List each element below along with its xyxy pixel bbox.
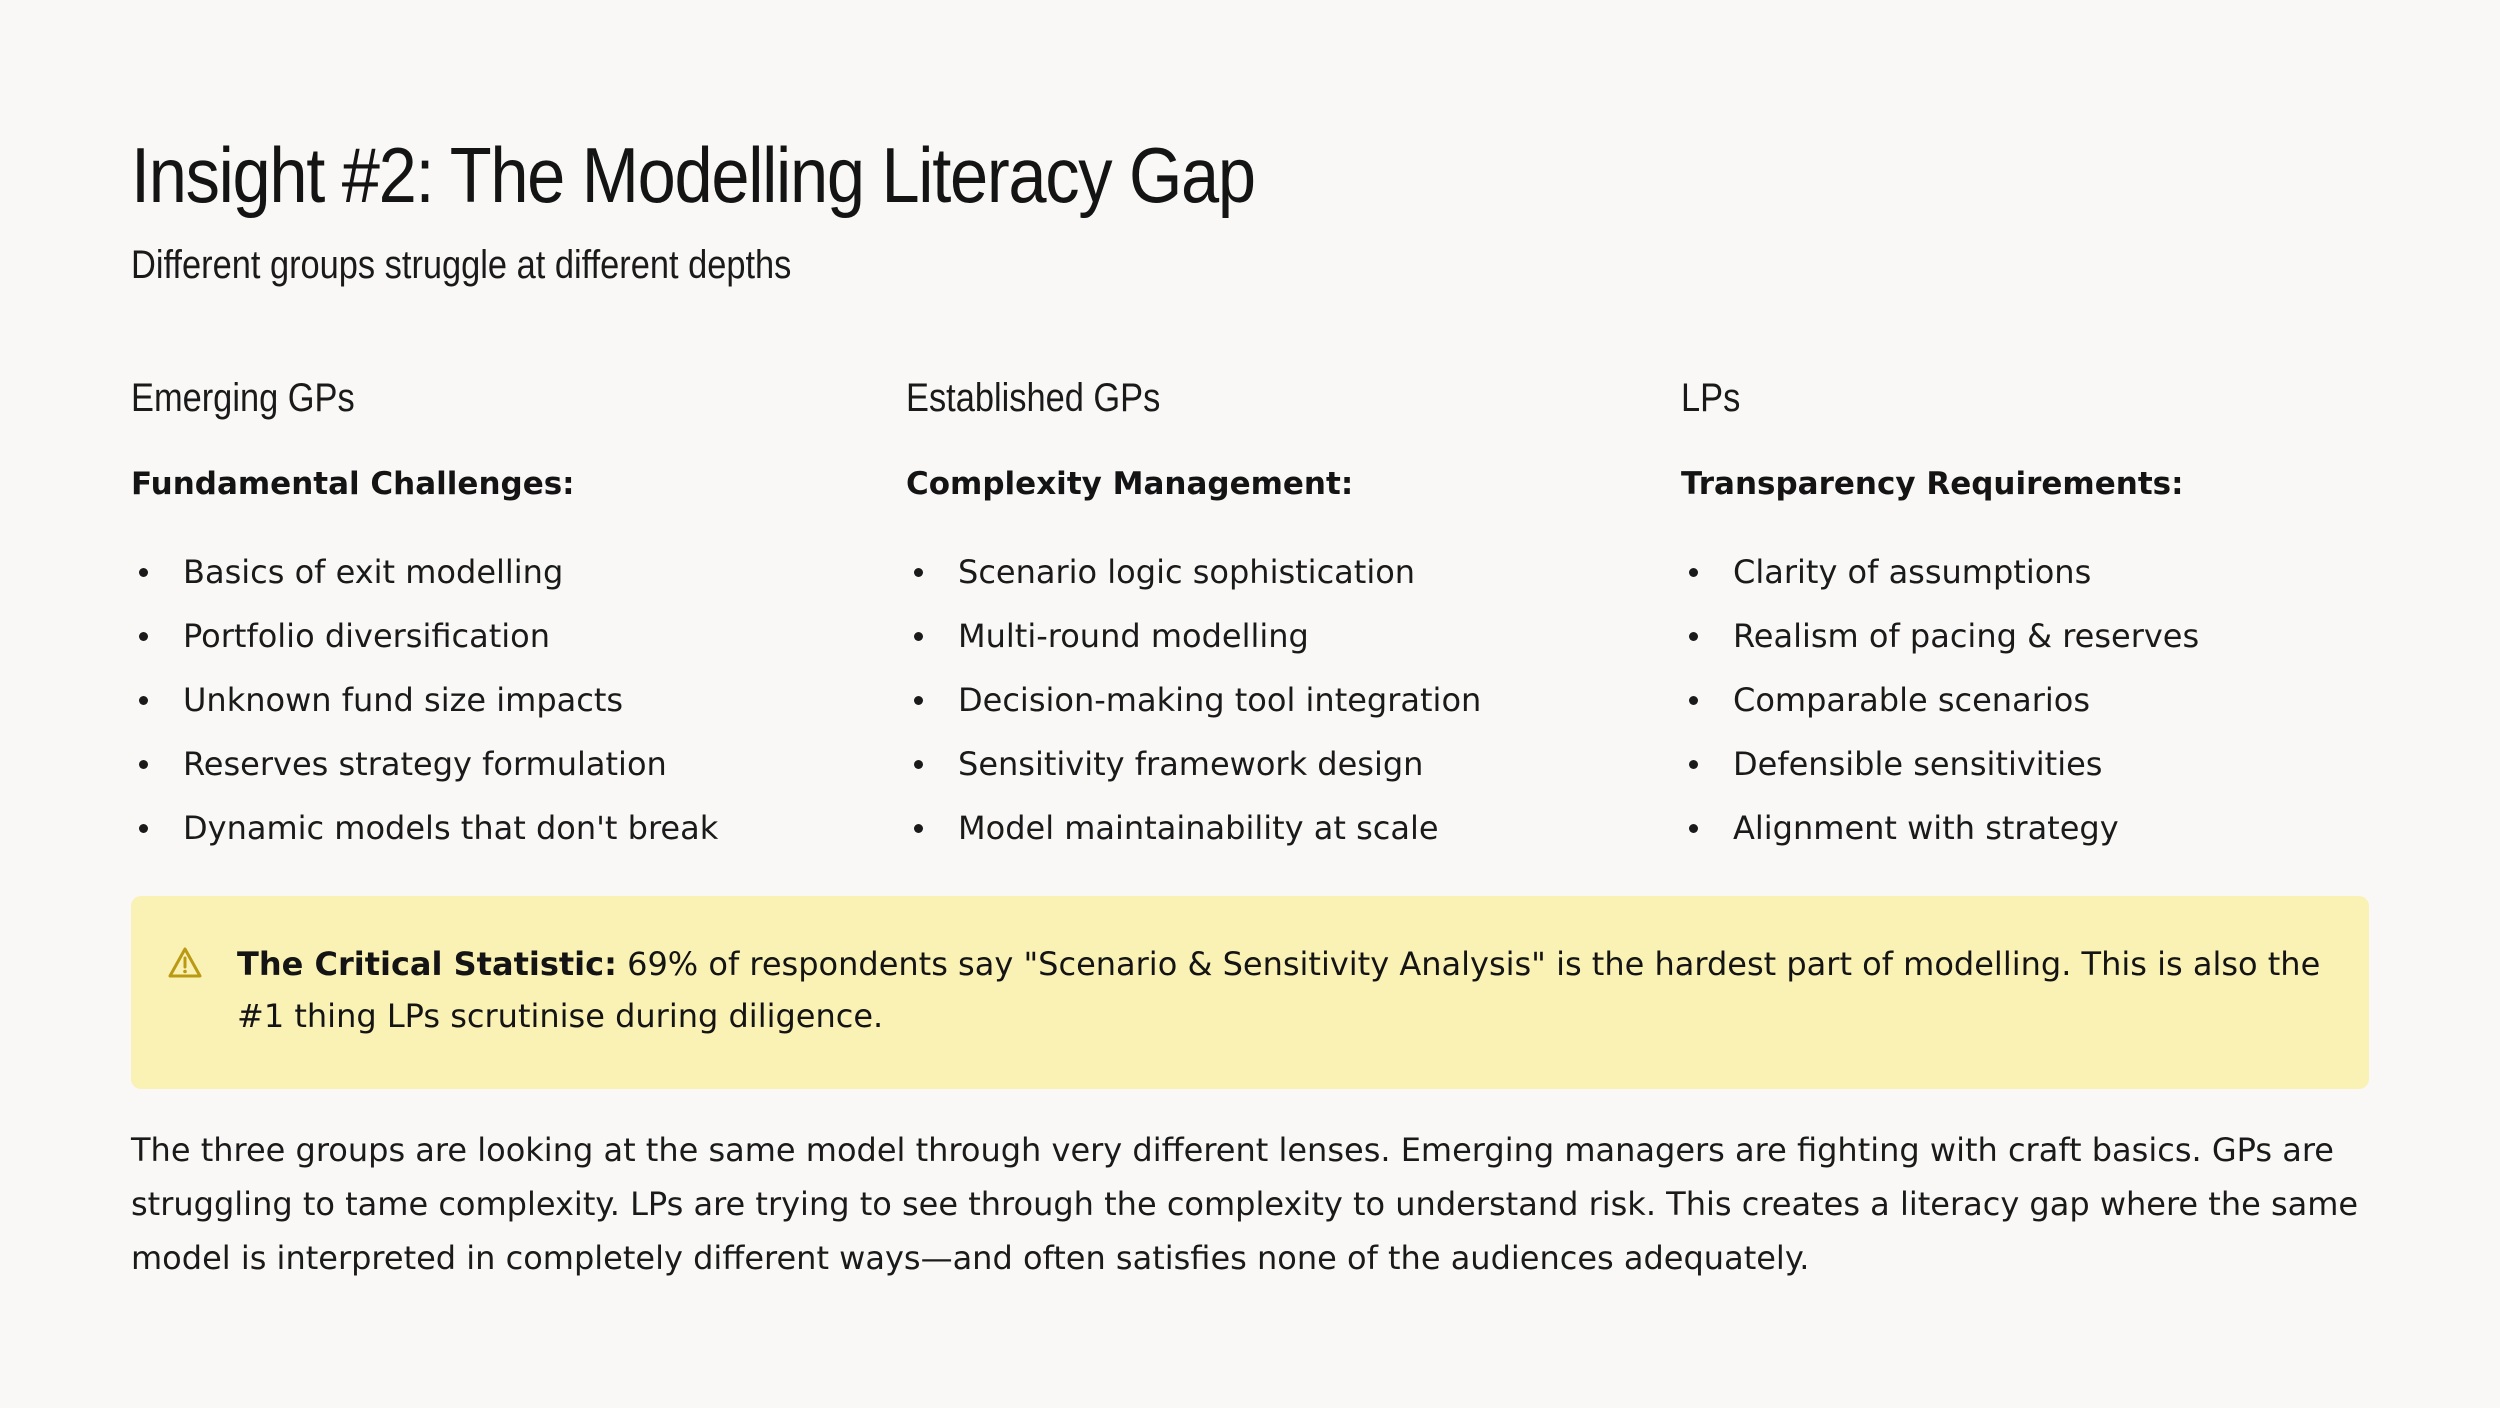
bullet-dot: [1689, 696, 1698, 705]
list-item: [906, 668, 1481, 732]
list-item-text: Defensible sensitivities: [1733, 745, 2103, 783]
page-subtitle: Different groups struggle at different depths: [131, 243, 792, 287]
warning-icon: [167, 946, 203, 980]
bullet-dot: [139, 760, 148, 769]
callout-label: The Critical Statistic:: [237, 945, 617, 983]
column-lps: [1681, 370, 2401, 847]
column-heading: LPs: [1681, 376, 1741, 420]
list-item: [1681, 540, 2199, 604]
bullet-dot: [139, 696, 148, 705]
list-item: [906, 540, 1481, 604]
list-item: [906, 796, 1481, 860]
list-item-text: Decision-making tool integration: [958, 681, 1482, 719]
list-item: [1681, 796, 2199, 860]
list-item-text: Dynamic models that don't break: [183, 809, 719, 847]
list-item-text: Multi-round modelling: [958, 617, 1309, 655]
bullet-dot: [139, 568, 148, 577]
list-item-text: Unknown fund size impacts: [183, 681, 624, 719]
list-item-text: Portfolio diversification: [183, 617, 551, 655]
list-item-text: Realism of pacing & reserves: [1733, 617, 2200, 655]
page-title: Insight #2: The Modelling Literacy Gap: [131, 131, 1255, 219]
bullet-dot: [914, 632, 923, 641]
list-item: [131, 668, 718, 732]
list-item: [131, 540, 718, 604]
list-item-text: Model maintainability at scale: [958, 809, 1439, 847]
list-item-text: Basics of exit modelling: [183, 553, 564, 591]
bullet-dot: [1689, 632, 1698, 641]
bullet-list: [906, 540, 1481, 860]
list-item-text: Comparable scenarios: [1733, 681, 2090, 719]
bullet-dot: [1689, 760, 1698, 769]
column-heading: Established GPs: [906, 376, 1161, 420]
bullet-dot: [1689, 824, 1698, 833]
list-item: [131, 732, 718, 796]
list-item-text: Sensitivity framework design: [958, 745, 1424, 783]
list-item: [906, 732, 1481, 796]
audience-columns: [131, 370, 2371, 850]
column-emerging-gps: [131, 370, 851, 847]
list-item: [1681, 668, 2199, 732]
column-heading: Emerging GPs: [131, 376, 355, 420]
list-item: [1681, 732, 2199, 796]
column-subheading: Fundamental Challenges:: [131, 466, 575, 502]
column-subheading: Complexity Management:: [906, 466, 1354, 502]
bullet-list: [131, 540, 718, 860]
bullet-dot: [914, 824, 923, 833]
list-item: [131, 796, 718, 860]
bullet-list: [1681, 540, 2199, 860]
bullet-dot: [914, 760, 923, 769]
list-item-text: Scenario logic sophistication: [958, 553, 1416, 591]
list-item-text: Alignment with strategy: [1733, 809, 2119, 847]
bullet-dot: [1689, 568, 1698, 577]
list-item-text: Clarity of assumptions: [1733, 553, 2092, 591]
bullet-dot: [914, 696, 923, 705]
bullet-dot: [139, 824, 148, 833]
list-item-text: Reserves strategy formulation: [183, 745, 667, 783]
bullet-dot: [139, 632, 148, 641]
list-item: [906, 604, 1481, 668]
column-established-gps: [906, 370, 1626, 847]
callout-text: [237, 938, 2337, 1042]
list-item: [131, 604, 718, 668]
bullet-dot: [914, 568, 923, 577]
callout-body: 69% of respondents say "Scenario & Sensitivity Analysis" is the hardest part of modelling. This is also the #1 thing LPs scrutinise during diligence.: [237, 945, 2321, 1035]
list-item: [1681, 604, 2199, 668]
column-subheading: Transparency Requirements:: [1681, 466, 2184, 502]
summary-paragraph: The three groups are looking at the same model through very different lenses. Emerging managers are fighting with craft basics. GPs are struggling to tame complexity. LPs are trying to see through the complexity to understand risk. This creates a literacy gap where the same model is interpreted in completely different ways—and often satisfies none of the audiences adequately.: [131, 1131, 2359, 1277]
critical-statistic-callout: [131, 896, 2369, 1089]
